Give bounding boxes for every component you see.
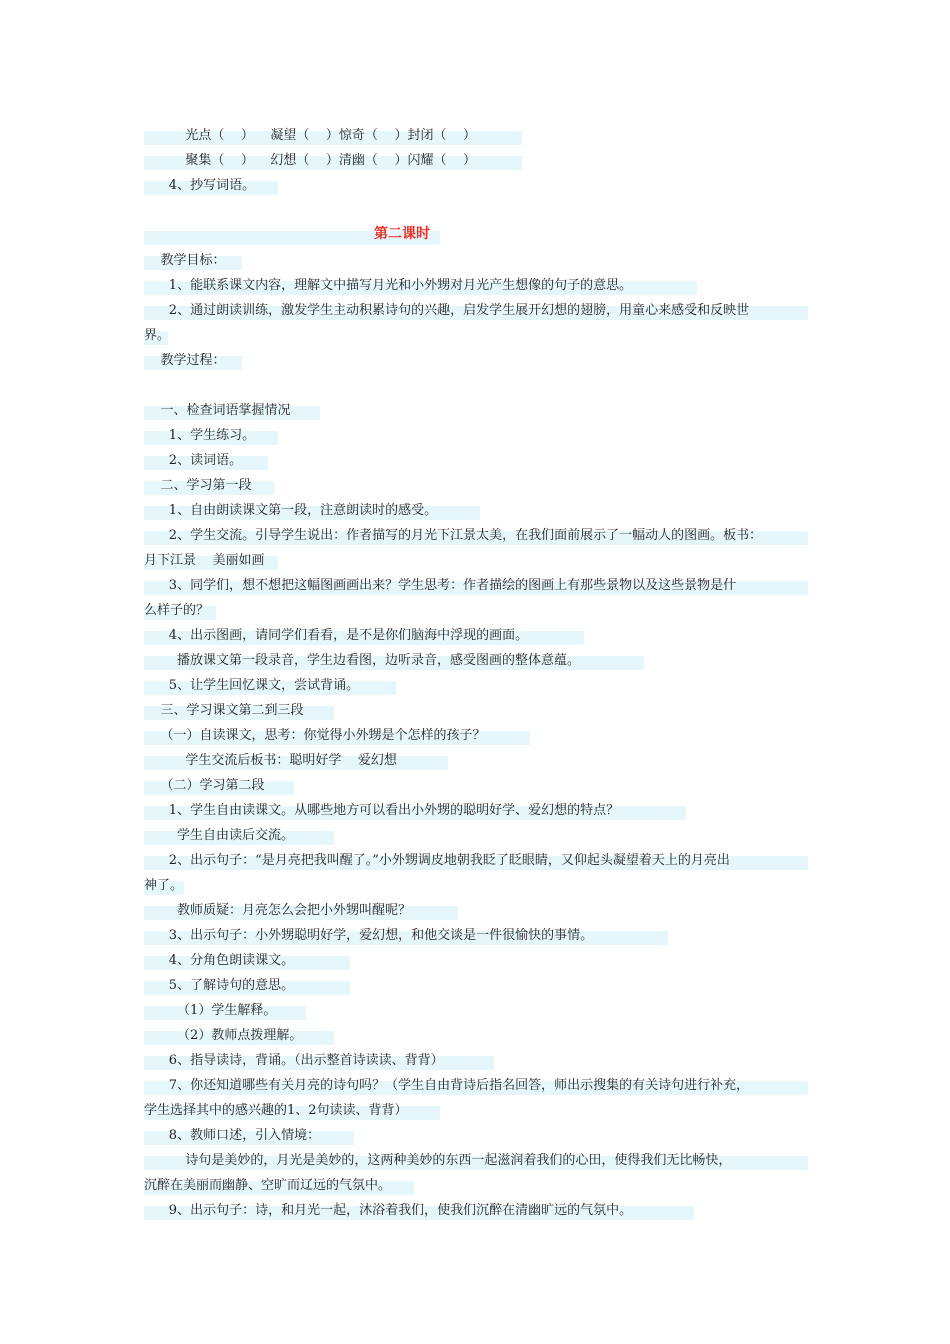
text-line: 二、学习第一段 — [144, 481, 274, 495]
text-line: 教师质疑：月亮怎么会把小外甥叫醒呢？ — [144, 906, 458, 920]
text-line: 学生交流后板书：聪明好学 爱幻想 — [144, 756, 448, 770]
text-line: 学生自由读后交流。 — [144, 831, 334, 845]
text-line: 界。 — [144, 328, 171, 343]
text-line: （2）教师点拨理解。 — [144, 1031, 334, 1045]
text-line: 2、读词语。 — [144, 456, 268, 470]
text-line: 5、了解诗句的意思。 — [144, 981, 350, 995]
text-line: 神了。 — [144, 878, 184, 893]
text-line: 光点（ ） 凝望（ ）惊奇（ ）封闭（ ） — [144, 131, 522, 145]
text-line: 5、让学生回忆课文，尝试背诵。 — [144, 681, 396, 695]
text-line: 2、出示句子：“是月亮把我叫醒了。”小外甥调皮地朝我眨了眨眼睛，又仰起头凝望着天上的月亮出 — [144, 856, 808, 870]
text-line: 聚集（ ） 幻想（ ）清幽（ ）闪耀（ ） — [144, 156, 522, 170]
text-line: 1、能联系课文内容，理解文中描写月光和小外甥对月光产生想像的句子的意思。 — [144, 281, 697, 295]
text-line: 4、分角色朗读课文。 — [144, 956, 350, 970]
text-line: （1）学生解释。 — [144, 1006, 306, 1020]
text-line: 教学目标： — [144, 256, 242, 270]
text-line: （二）学习第二段 — [144, 781, 294, 795]
text-line: 1、学生自由读课文。从哪些地方可以看出小外甥的聪明好学、爱幻想的特点？ — [144, 806, 686, 820]
text-line: 2、通过朗读训练，激发学生主动积累诗句的兴趣，启发学生展开幻想的翅膀，用童心来感受和反映世 — [144, 306, 808, 320]
text-line: 一、检查词语掌握情况 — [144, 406, 320, 420]
text-line: 6、指导读诗，背诵。（出示整首诗读读、背背） — [144, 1056, 494, 1070]
text-line: 8、教师口述，引入情境： — [144, 1131, 354, 1145]
text-line: 诗句是美妙的，月光是美妙的，这两种美妙的东西一起滋润着我们的心田，使得我们无比畅快， — [144, 1156, 808, 1170]
text-line: 9、出示句子：诗，和月光一起，沐浴着我们，使我们沉醉在清幽旷远的气氛中。 — [144, 1206, 694, 1220]
text-line: 教学过程： — [144, 356, 242, 370]
text-line: 播放课文第一段录音，学生边看图，边听录音，感受图画的整体意蕴。 — [144, 656, 644, 670]
text-line: 1、学生练习。 — [144, 431, 278, 445]
text-line: 3、同学们，想不想把这幅图画画出来？学生思考：作者描绘的图画上有那些景物以及这些景物是什 — [144, 581, 808, 595]
text-line: 沉醉在美丽而幽静、空旷而辽远的气氛中。 — [144, 1181, 414, 1195]
text-line: 3、出示句子：小外甥聪明好学，爱幻想，和他交谈是一件很愉快的事情。 — [144, 931, 668, 945]
text-line: 1、自由朗读课文第一段，注意朗读时的感受。 — [144, 506, 480, 520]
text-line: 7、你还知道哪些有关月亮的诗句吗？（学生自由背诗后指名回答，师出示搜集的有关诗句进行补充， — [144, 1081, 808, 1095]
text-line: 学生选择其中的感兴趣的1、2句读读、背背） — [144, 1106, 440, 1120]
text-line: （一）自读课文，思考：你觉得小外甥是个怎样的孩子？ — [144, 731, 530, 745]
text-line: 三、学习课文第二到三段 — [144, 706, 334, 720]
text-line: 4、出示图画，请同学们看看，是不是你们脑海中浮现的画面。 — [144, 631, 584, 645]
text-line: 4、抄写词语。 — [144, 181, 278, 195]
text-line: 月下江景 美丽如画 — [144, 556, 278, 570]
text-line: 2、学生交流。引导学生说出：作者描写的月光下江景太美，在我们面前展示了一幅动人的图画。板书： — [144, 531, 808, 545]
section-title: 第二课时 — [144, 231, 440, 245]
text-line: 么样子的？ — [144, 606, 216, 620]
